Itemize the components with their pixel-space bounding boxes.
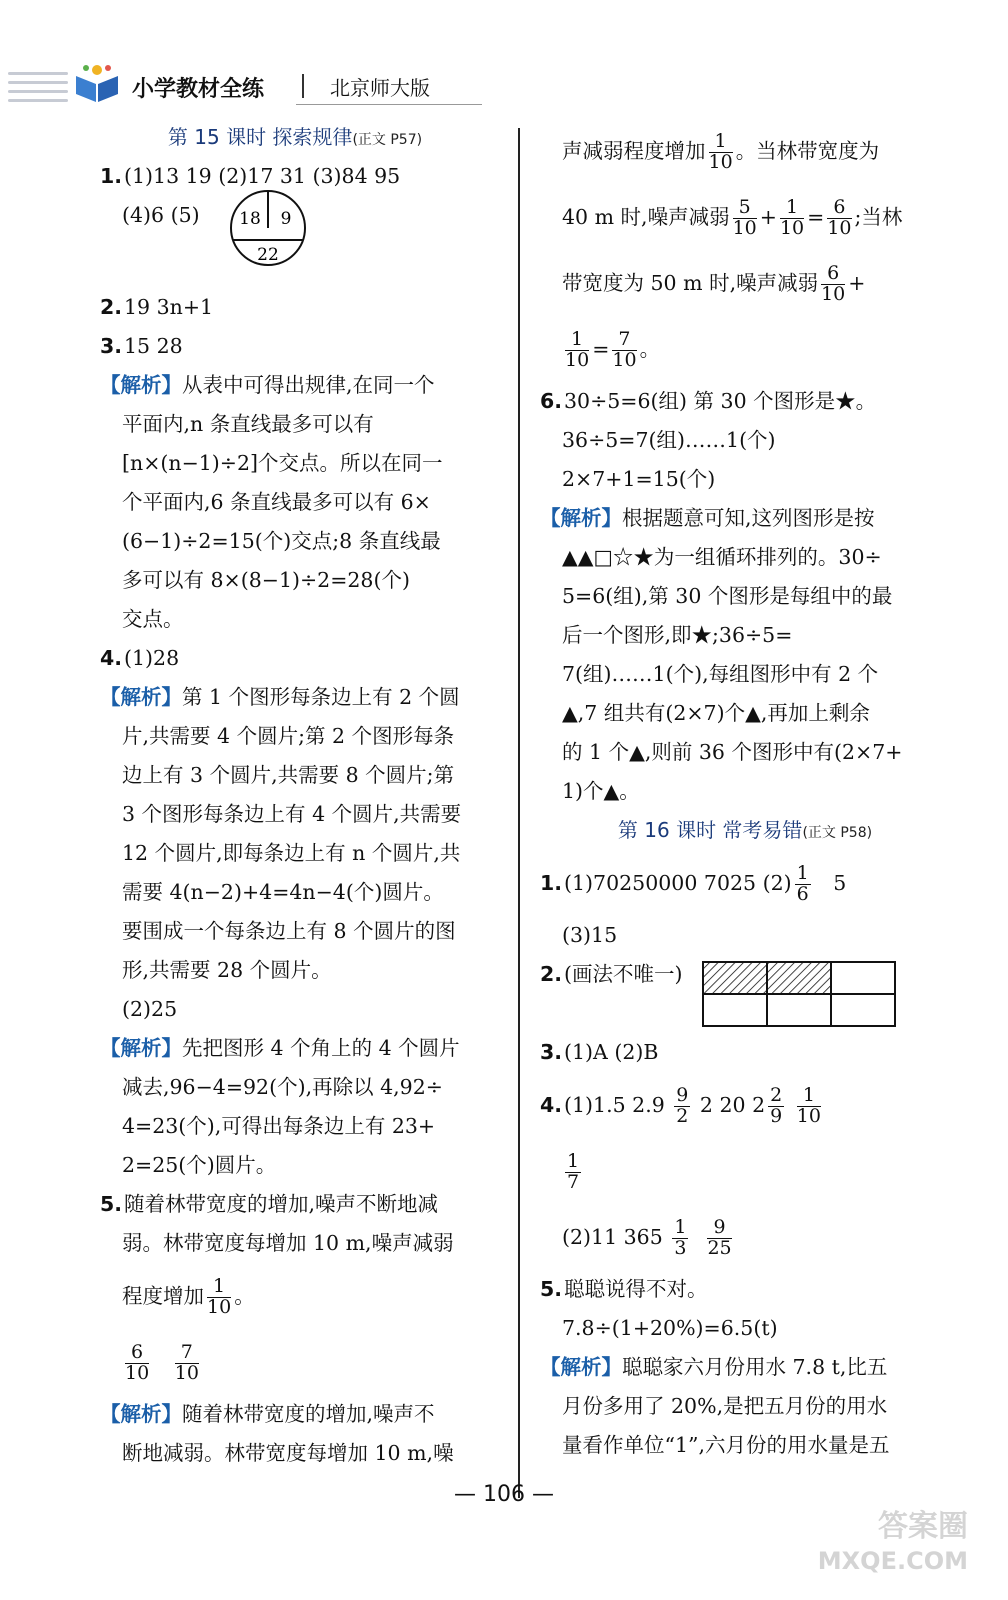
- b1-line: 1.(1)70250000 7025 (2) $\frac{1}{6}$ 5: [540, 862, 847, 905]
- b5-exp-line: 【解析】聪聪家六月份用水 7.8 t,比五: [540, 1355, 888, 1379]
- q1-line-b: (4)6 (5) 18 9 22: [100, 196, 490, 288]
- q4-exp-line: 3 个图形每条边上有 4 个圆片,共需要: [122, 802, 462, 826]
- q5-exp-cont: 40 m 时,噪声减弱 $\frac{5}{10}$ + $\frac{1}{10}$ = $\frac{6}{10}$ ;当林: [562, 196, 903, 239]
- q6-exp-line: 5=6(组),第 30 个图形是每组中的最: [562, 584, 893, 608]
- fraction: $\frac{9}{25}$: [707, 1216, 732, 1259]
- header-underline: [296, 104, 482, 105]
- q4-exp-line: 片,共需要 4 个圆片;第 2 个图形每条: [122, 724, 455, 748]
- q1-line-a: 1.(1)13 19 (2)17 31 (3)84 95: [100, 164, 401, 188]
- q4-exp2-line: 4=23(个),可得出每条边上有 23+: [122, 1114, 436, 1138]
- right-column: [540, 118, 950, 1465]
- lesson-16-title: 第 16 课时 常考易错(正文 P58): [617, 818, 873, 842]
- b5-line: 5.聪聪说得不对。: [540, 1277, 708, 1301]
- left-column: [100, 118, 490, 1473]
- fraction: $\frac{2}{9}$: [770, 1084, 783, 1127]
- fraction: $\frac{1}{10}$: [796, 1084, 821, 1127]
- q3-exp-line: [n×(n−1)÷2]个交点。所以在同一: [122, 451, 443, 475]
- circle-value-c: 22: [257, 245, 279, 265]
- q4-part1: 4.(1)28: [100, 646, 180, 670]
- header-decoration: [8, 72, 68, 108]
- page-number: — 106 —: [454, 1482, 554, 1507]
- b3-line: 3.(1)A (2)B: [540, 1040, 659, 1064]
- q6-exp-line: 【解析】根据题意可知,这列图形是按: [540, 506, 875, 530]
- b5-exp-line: 量看作单位“1”,六月份的用水量是五: [562, 1433, 890, 1457]
- number-circle-diagram: [228, 188, 308, 268]
- q6-exp-line: 7(组)……1(个),每组图形中有 2 个: [562, 662, 879, 686]
- q6-exp-line: 的 1 个▲,则前 36 个图形中有(2×7+: [562, 740, 903, 764]
- fraction: $\frac{5}{10}$: [732, 196, 757, 239]
- fraction: $\frac{6}{10}$: [821, 262, 846, 305]
- q3-exp-line: 【解析】从表中可得出规律,在同一个: [100, 373, 435, 397]
- fraction: $\frac{9}{2}$: [676, 1084, 689, 1127]
- book-logo-icon: [72, 60, 122, 104]
- fraction: $\frac{1}{10}$: [779, 196, 805, 239]
- fraction: $\frac{6}{10}$: [827, 196, 852, 239]
- q4-exp-line: 边上有 3 个圆片,共需要 8 个圆片;第: [122, 763, 455, 787]
- q6-line: 6.30÷5=6(组) 第 30 个图形是★。: [540, 389, 877, 413]
- b4-line: (2)11 365 $\frac{1}{3}$ $\frac{9}{25}$: [562, 1216, 732, 1259]
- grid-diagram: [702, 961, 896, 1027]
- q6-exp-line: 1)个▲。: [562, 779, 640, 803]
- q4-exp-line: 要围成一个每条边上有 8 个圆片的图: [122, 919, 456, 943]
- circle-value-b: 9: [280, 209, 292, 229]
- q6-line: 36÷5=7(组)……1(个): [562, 428, 776, 452]
- q5-line: 弱。林带宽度每增加 10 m,噪声减弱: [122, 1231, 454, 1255]
- q6-exp-line: 后一个图形,即★;36÷5=: [562, 623, 793, 647]
- q3-line: 3.15 28: [100, 334, 183, 358]
- q4-part2: (2)25: [122, 997, 178, 1021]
- circle-value-a: 18: [239, 209, 261, 229]
- q3-exp-line: 交点。: [122, 607, 184, 631]
- q5-exp-cont: 带宽度为 50 m 时,噪声减弱 $\frac{6}{10}$ +: [562, 262, 866, 305]
- lesson-15-title: 第 15 课时 探索规律(正文 P57): [167, 125, 423, 149]
- q3-exp-line: 平面内,n 条直线最多可以有: [122, 412, 374, 436]
- q4-exp-line: 需要 4(n−2)+4=4n−4(个)圆片。: [122, 880, 444, 904]
- b1-line: (3)15: [562, 923, 618, 947]
- b4-line: 4.(1)1.5 2.9 $\frac{9}{2}$ 2 20 2 $\frac{2}{9}$ $\frac{1}{10}$: [540, 1084, 821, 1127]
- fraction: $\frac{1}{7}$: [567, 1150, 580, 1193]
- q4-exp-line: 12 个圆片,即每条边上有 n 个圆片,共: [122, 841, 461, 865]
- q5-line: 5.随着林带宽度的增加,噪声不断地减: [100, 1192, 439, 1216]
- fraction: $\frac{1}{10}$: [708, 130, 733, 173]
- q5-exp-cont: $\frac{1}{10}$ = $\frac{7}{10}$ 。: [565, 328, 661, 371]
- q6-exp-line: ▲▲□☆★为一组循环排列的。30÷: [562, 545, 882, 569]
- q3-exp-line: 多可以有 8×(8−1)÷2=28(个): [122, 568, 410, 592]
- page-header: [0, 60, 1008, 110]
- fraction: $\frac{1}{10}$: [207, 1275, 232, 1318]
- fraction: $\frac{1}{3}$: [674, 1216, 687, 1259]
- brand-title: 小学教材全练: [132, 77, 265, 102]
- q6-exp-line: ▲,7 组共有(2×7)个▲,再加上剩余: [562, 701, 870, 725]
- q4-exp2-line: 2=25(个)圆片。: [122, 1153, 277, 1177]
- q5-answer: [100, 1329, 490, 1395]
- edition-label: 北京师大版: [330, 76, 430, 100]
- q4-exp2-line: 【解析】先把图形 4 个角上的 4 个圆片: [100, 1036, 460, 1060]
- q4-exp-line: 【解析】第 1 个图形每条边上有 2 个圆: [100, 685, 460, 709]
- header-separator: [302, 74, 304, 98]
- b2-line: 2.(画法不唯一): [540, 955, 950, 1033]
- q5-exp-cont: 声减弱程度增加 $\frac{1}{10}$ 。当林带宽度为: [562, 130, 880, 173]
- watermark: 答案圈 MXQE.COM: [817, 1509, 968, 1575]
- fraction: $\frac{6}{10}$: [125, 1341, 150, 1384]
- q3-exp-line: 个平面内,6 条直线最多可以有 6×: [122, 490, 431, 514]
- fraction: $\frac{1}{10}$: [565, 328, 590, 371]
- q2-line: 2.19 3n+1: [100, 295, 214, 319]
- fraction: $\frac{7}{10}$: [174, 1341, 199, 1384]
- column-divider: [518, 128, 520, 1498]
- q5-exp-line: 断地减弱。林带宽度每增加 10 m,噪: [122, 1441, 454, 1465]
- fraction: $\frac{1}{6}$: [796, 862, 809, 905]
- b5-exp-line: 月份多用了 20%,是把五月份的用水: [562, 1394, 888, 1418]
- b4-line: [540, 1138, 950, 1204]
- q5-exp-line: 【解析】随着林带宽度的增加,噪声不: [100, 1402, 435, 1426]
- q3-exp-line: (6−1)÷2=15(个)交点;8 条直线最: [122, 529, 441, 553]
- fraction: $\frac{7}{10}$: [612, 328, 637, 371]
- q4-exp2-line: 减去,96−4=92(个),再除以 4,92÷: [122, 1075, 443, 1099]
- b5-line: 7.8÷(1+20%)=6.5(t): [562, 1316, 778, 1340]
- q5-line: 程度增加 $\frac{1}{10}$ 。: [122, 1275, 255, 1318]
- q6-line: 2×7+1=15(个): [562, 467, 716, 491]
- q4-exp-line: 形,共需要 28 个圆片。: [122, 958, 332, 982]
